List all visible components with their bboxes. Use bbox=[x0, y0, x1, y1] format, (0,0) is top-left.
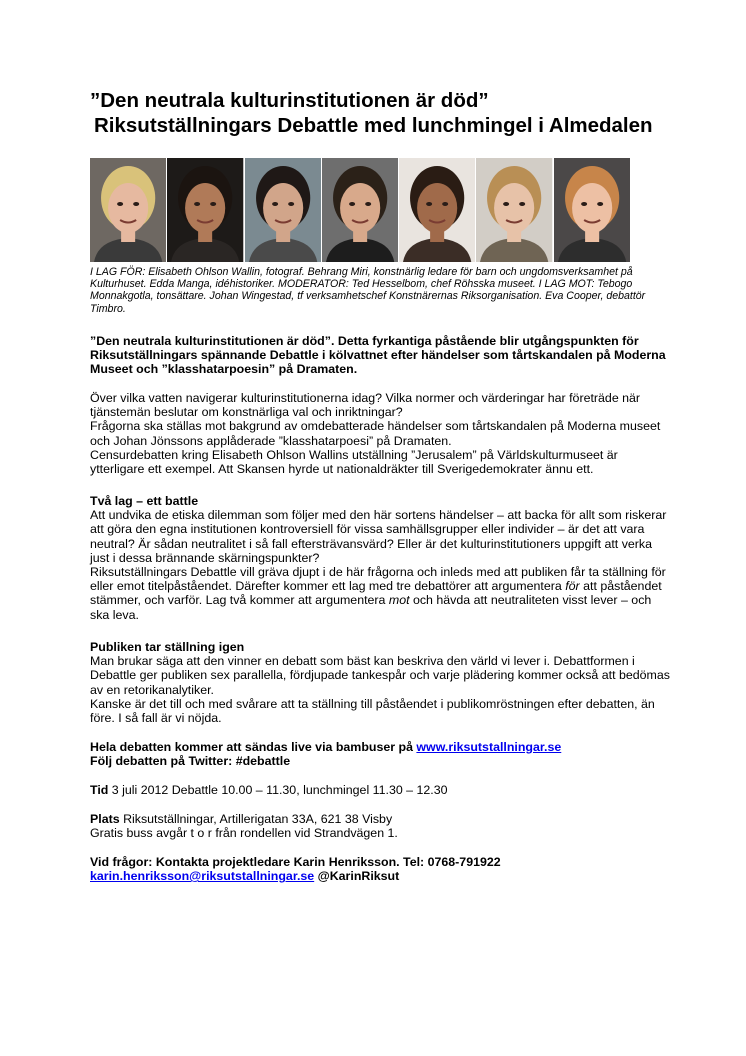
portrait-photo bbox=[554, 158, 630, 262]
time-value: 3 juli 2012 Debattle 10.00 – 11.30, lunchmingel 11.30 – 12.30 bbox=[108, 783, 448, 797]
intro-paragraph: ”Den neutrala kulturinstitutionen är död”. Detta fyrkantiga påstående blir utgångspunkten för Riksutställningars spännande Debattle i kölvattnet efter händelser som tårtskandalen på Moderna Museet och ”klasshatarpoesin” på Dramaten. bbox=[90, 334, 666, 377]
twitter-line: Följ debatten på Twitter: #debattle bbox=[90, 754, 291, 769]
body-paragraph: Man brukar säga att den vinner en debatt som bäst kan beskriva den värld vi lever i. Debattformen i Debattle ger publiken sex parallella, fördjupade tankespår och varje plädering kommer också att bedömas av en retorikanalytiker. bbox=[90, 654, 670, 697]
page-title bbox=[90, 88, 653, 138]
body-paragraph: Att undvika de etiska dilemman som följer med den här sortens händelser – att backa för allt som riskerar att göra den egna institutionen kontroversiell för vissa samhällsgrupper eller individer – är det att vara neutral? Är sådan neutralitet i så fall eftersträvansvärd? Eller är det kulturinstitutioners uppgift att verka just i dessa brännande skärningspunkter? bbox=[90, 508, 667, 565]
section-two-teams bbox=[90, 494, 670, 622]
portrait-image bbox=[554, 158, 630, 262]
time-line bbox=[90, 783, 670, 797]
portrait-image bbox=[90, 158, 166, 262]
body-paragraph: Censurdebatten kring Elisabeth Ohlson Wallins utställning ”Jerusalem” på Världskulturmuseet är ytterligare ett exempel. Att Skansen hyrde ut nationaldräkter till Sverigedemokrater ännu ett. bbox=[90, 447, 618, 477]
contact-email-line bbox=[90, 869, 670, 883]
contact-info bbox=[90, 855, 670, 883]
portrait-photo bbox=[245, 158, 321, 262]
portrait-photo bbox=[476, 158, 552, 262]
portrait-image bbox=[245, 158, 321, 262]
body-paragraph: Kanske är det till och med svårare att ta ställning till påståendet i publikomröstningen efter debatten, än före. I så fall är vi nöjda. bbox=[90, 696, 655, 726]
place-label: Plats bbox=[90, 812, 120, 826]
live-stream-text: Hela debatten kommer att sändas live via bambuser på bbox=[90, 740, 417, 754]
section-heading: Publiken tar ställning igen bbox=[90, 640, 245, 654]
portrait-photo bbox=[90, 158, 166, 262]
portrait-photo bbox=[322, 158, 398, 262]
place-info bbox=[90, 812, 670, 840]
portrait-strip bbox=[90, 158, 630, 262]
text-run: Riksutställningars Debattle vill gräva djupt i de här frågorna och inleds med att publiken får ta ställning för eller emot titelpåståendet. Därefter kommer ett lag med tre debattörer att argumentera bbox=[90, 565, 666, 594]
portrait-photo bbox=[167, 158, 243, 262]
body-paragraph bbox=[90, 565, 670, 622]
bus-line: Gratis buss avgår t o r från rondellen vid Strandvägen 1. bbox=[90, 826, 398, 841]
portrait-image bbox=[322, 158, 398, 262]
live-info bbox=[90, 740, 670, 768]
contact-twitter: @KarinRiksut bbox=[314, 869, 400, 884]
portrait-image bbox=[167, 158, 243, 262]
time-label: Tid bbox=[90, 783, 109, 797]
emphasis-mot: mot bbox=[388, 593, 410, 608]
place-value: Riksutställningar, Artillerigatan 33A, 621 38 Visby bbox=[119, 812, 393, 826]
title-line-1: ”Den neutrala kulturinstitutionen är död” bbox=[90, 89, 489, 112]
body-section-1 bbox=[90, 391, 670, 476]
place-line bbox=[90, 812, 670, 826]
text-run: och hävda att neutraliteten visst lever – och ska leva. bbox=[90, 593, 652, 622]
body-paragraph: Frågorna ska ställas mot bakgrund av omdebatterade händelser som tårtskandalen på Moderna museet och Johan Jönssons applåderade ”klasshatarpoesi” på Dramaten. bbox=[90, 419, 661, 448]
photo-caption: I LAG FÖR: Elisabeth Ohlson Wallin, fotograf. Behrang Miri, konstnärlig ledare för barn och ungdomsverksamhet på Kulturhuset. Edda Manga, idéhistoriker. MODERATOR: Ted Hesselbom, chef Röhsska museet. I LAG MOT: Tebogo Monnakgotla, tonsättare. Johan Wingestad, tf verksamhetschef Konstnärernas Riksorganisation. Eva Cooper, debattör Timbro. bbox=[90, 266, 646, 315]
website-link[interactable]: www.riksutstallningar.se bbox=[416, 740, 562, 754]
contact-line: Vid frågor: Kontakta projektledare Karin Henriksson. Tel: 0768-791922 bbox=[90, 855, 501, 869]
email-link[interactable]: karin.henriksson@riksutstallningar.se bbox=[90, 869, 315, 884]
body-paragraph: Över vilka vatten navigerar kulturinstitutionerna idag? Vilka normer och värderingar har företräde när tjänstemän beslutar om konstnärliga val och inriktningar? bbox=[90, 391, 641, 420]
portrait-image bbox=[399, 158, 475, 262]
emphasis-for: för bbox=[565, 579, 580, 594]
text-run: att påståendet stämmer, och varför. Lag två kommer att argumentera bbox=[90, 579, 662, 608]
portrait-image bbox=[476, 158, 552, 262]
live-stream-line bbox=[90, 740, 670, 754]
portrait-photo bbox=[399, 158, 475, 262]
section-heading: Två lag – ett battle bbox=[90, 494, 199, 508]
title-line-2: Riksutställningars Debattle med lunchmingel i Almedalen bbox=[94, 114, 653, 137]
section-audience-vote bbox=[90, 640, 670, 725]
